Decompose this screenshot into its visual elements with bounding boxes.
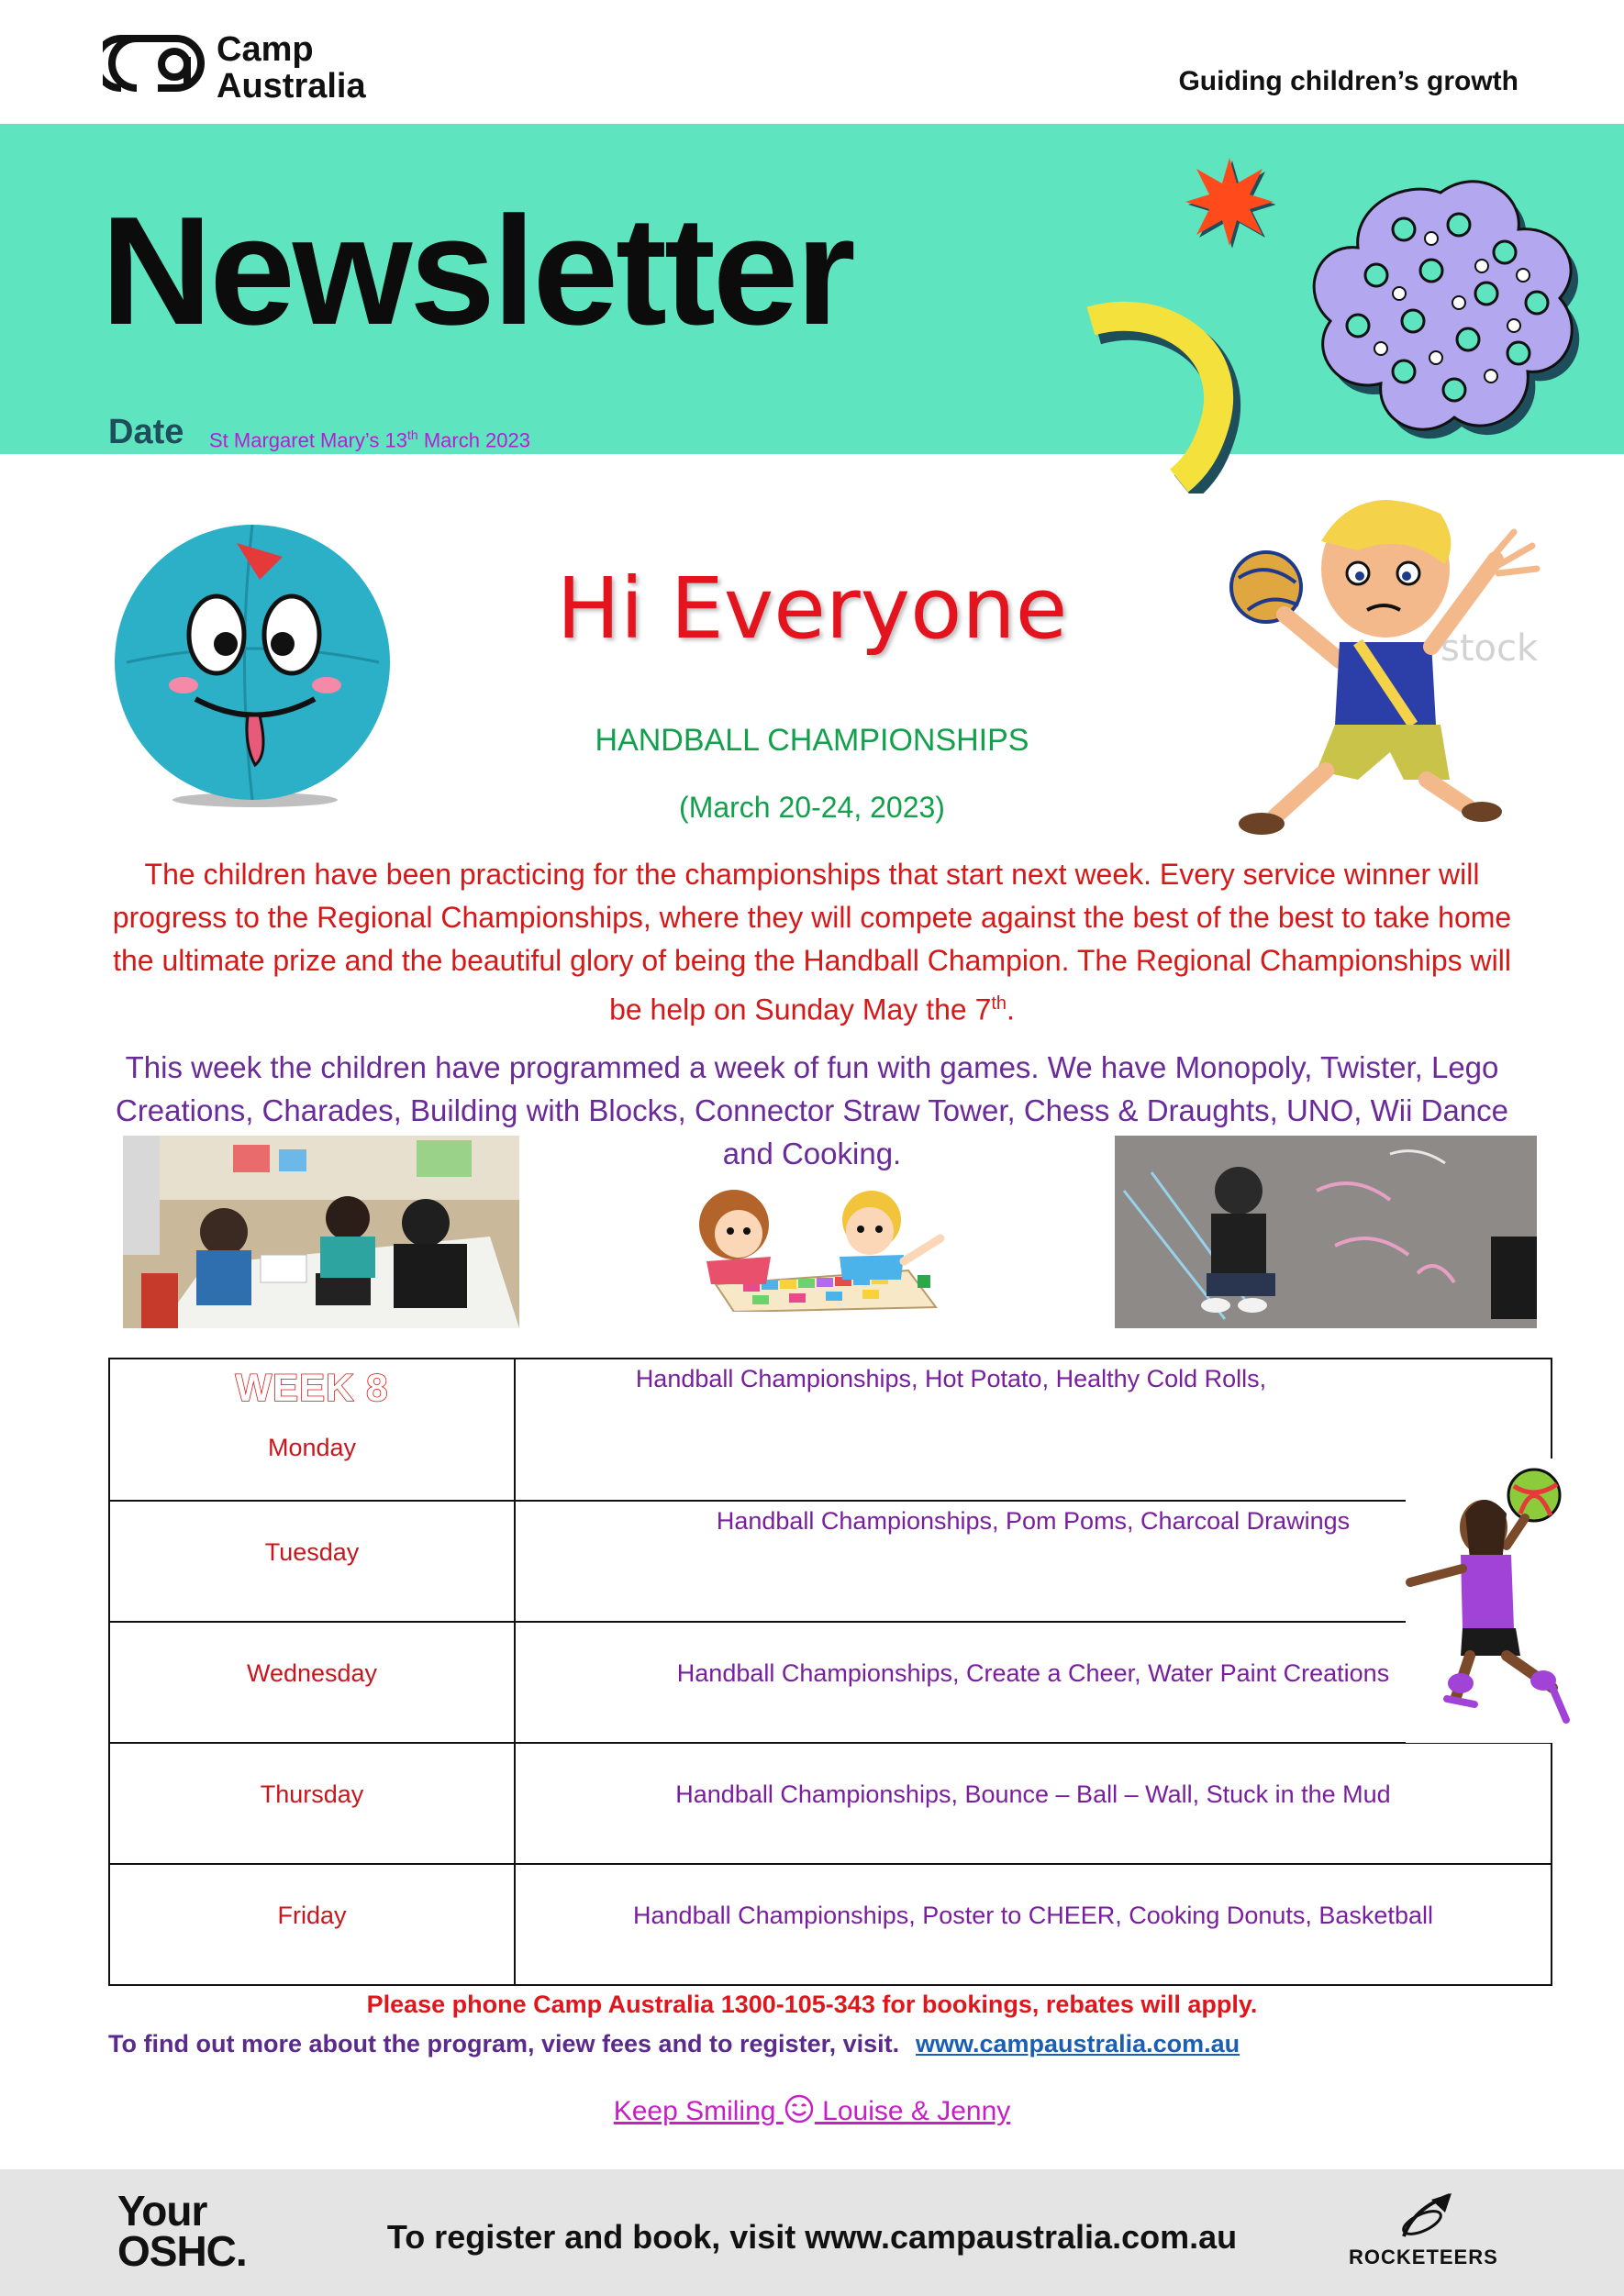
phone-booking-text: Please phone Camp Australia 1300-105-343 for bookings, rebates will apply. — [366, 1991, 1258, 2018]
championship-paragraph: The children have been practicing for the championships that start next week. Every service winner will progress to the Regional Championships, where they will compete against the best of the best to take home the ultimate prize and the beautiful glory of being the Handball Champion. The Regional Championships will be help on Sunday May the 7th. — [112, 858, 1512, 1026]
handball-girl-image — [1406, 1459, 1589, 1743]
greeting-heading: Hi Everyone — [556, 560, 1068, 658]
footer-register-text: To register and book, visit www.campaustralia.com.au — [386, 2218, 1238, 2256]
weekly-schedule-table — [108, 1358, 1552, 1986]
day-label: Friday — [109, 1864, 515, 1985]
rocketeers-logo-text: ROCKETEERS — [1349, 2246, 1498, 2268]
chalk-drawing-photo — [1115, 1136, 1537, 1328]
date-value: St Margaret Mary’s 13th March 2023 — [209, 427, 530, 452]
table-row — [109, 1864, 1552, 1985]
activities-cell: Handball Championships, Create a Cheer, Water Paint Creations — [515, 1622, 1552, 1743]
day-label: Wednesday — [109, 1622, 515, 1743]
games-paragraph: This week the children have programmed a week of fun with games. We have Monopoly, Twister, Lego Creations, Charades, Building with Blocks, Connector Straw Tower, Chess & Draughts, UNO, Wii Dance and Cooking. — [115, 1050, 1509, 1170]
day-label: Thursday — [109, 1743, 515, 1864]
day-label: Monday — [267, 1434, 357, 1461]
orange-star-icon — [1184, 156, 1275, 252]
newsletter-title: Newsletter — [101, 184, 853, 357]
table-row — [109, 1743, 1552, 1864]
rocket-icon — [1395, 2191, 1459, 2246]
website-link[interactable]: www.campaustralia.com.au — [916, 2030, 1240, 2058]
classroom-photo — [123, 1136, 519, 1328]
table-row — [109, 1501, 1552, 1622]
brand-name: Camp Australia — [217, 30, 366, 105]
table-row — [109, 1359, 1552, 1501]
championship-heading: HANDBALL CHAMPIONSHIPS — [595, 723, 1029, 758]
sign-off: Keep Smiling Louise & Jenny — [0, 2093, 1624, 2132]
your-oshc-logo: Your OSHC. — [117, 2187, 247, 2275]
kids-board-game-image — [661, 1183, 963, 1316]
smiley-icon — [784, 2093, 815, 2132]
schedule-day-cell — [109, 1359, 515, 1501]
stock-watermark: stock — [1440, 627, 1539, 670]
find-out-more-text: To find out more about the program, view fees and to register, visit. — [108, 2030, 900, 2058]
activities-cell: Handball Championships, Bounce – Ball – Wall, Stuck in the Mud — [515, 1743, 1552, 1864]
table-row — [109, 1622, 1552, 1743]
yellow-arc-icon — [1078, 292, 1243, 498]
activities-cell: Handball Championships, Hot Potato, Healthy Cold Rolls, — [515, 1359, 1552, 1501]
activities-cell: Handball Championships, Poster to CHEER, Cooking Donuts, Basketball — [515, 1864, 1552, 1985]
day-label: Tuesday — [109, 1501, 515, 1622]
tagline: Guiding children’s growth — [1178, 66, 1518, 96]
championship-dates: (March 20-24, 2023) — [679, 791, 945, 824]
purple-flower-icon — [1294, 174, 1587, 463]
camp-australia-logo-mark — [103, 29, 215, 97]
date-label: Date — [108, 413, 184, 451]
activities-cell: Handball Championships, Pom Poms, Charcoal Drawings — [515, 1501, 1552, 1622]
week-label: WEEK 8 — [235, 1366, 389, 1409]
